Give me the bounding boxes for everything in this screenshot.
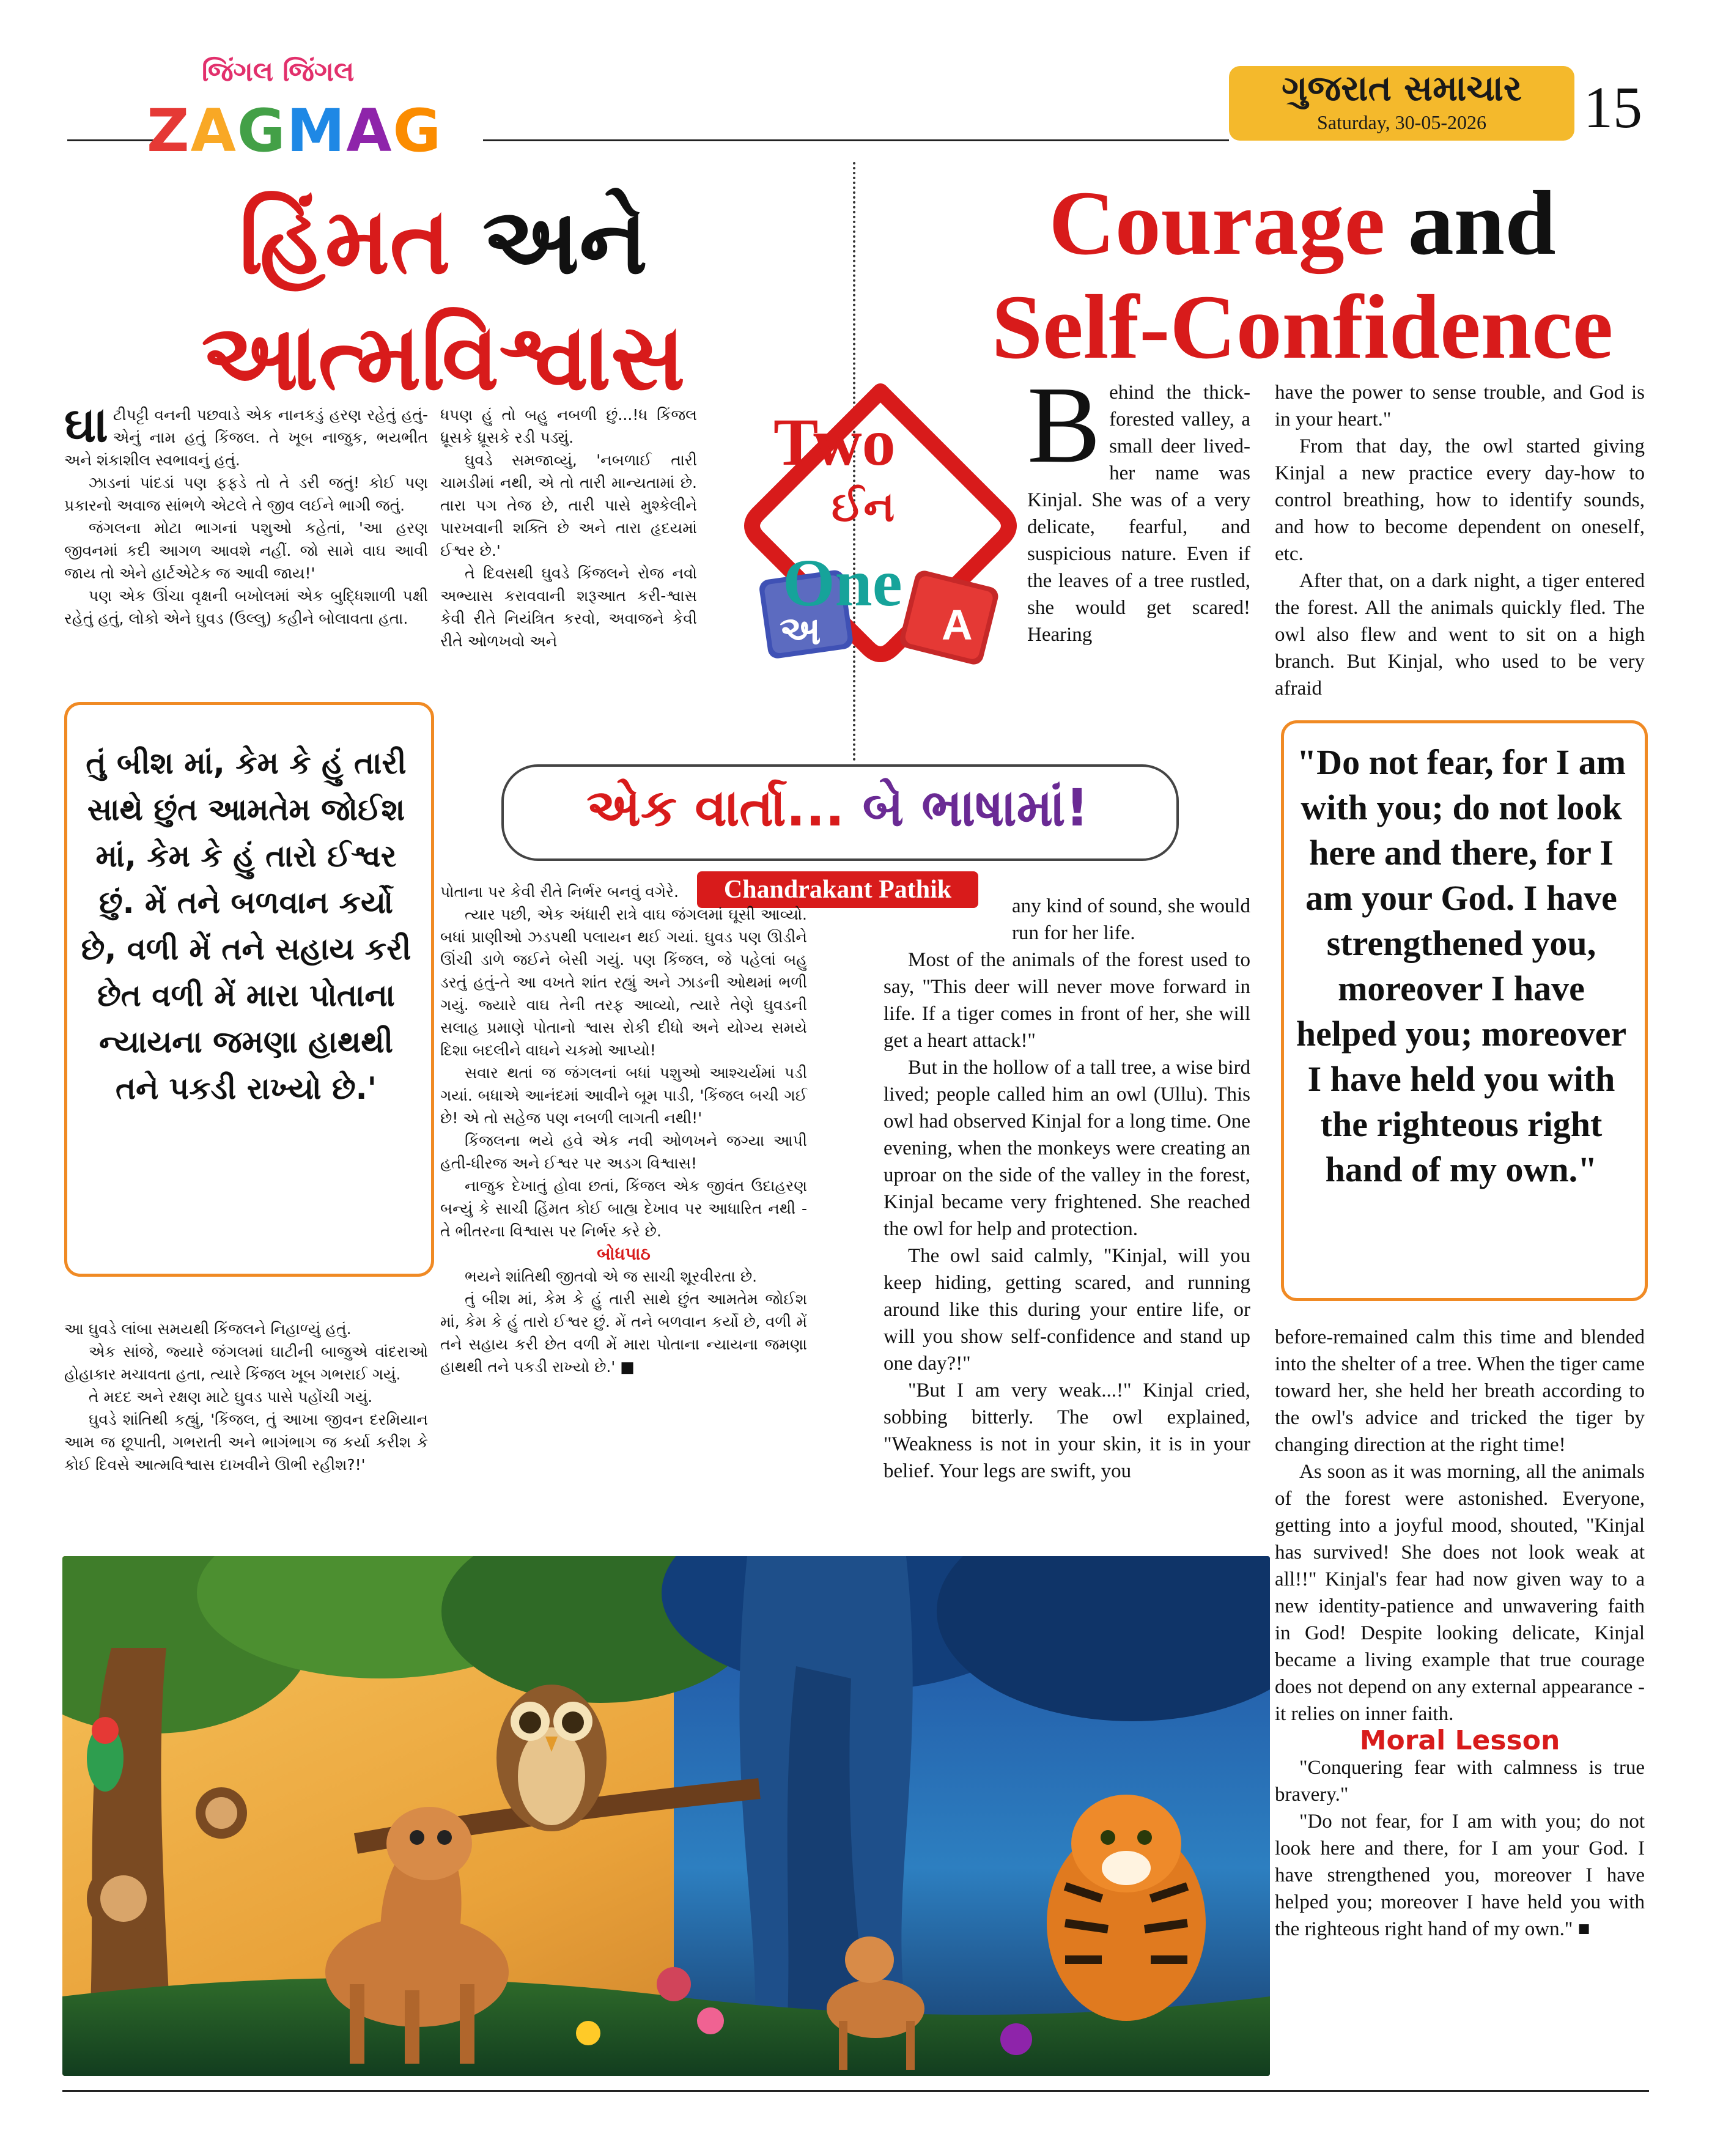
gu-para: ત્યાર પછી, એક અંધારી રાત્રે વાઘ જંગલમાં ઘૂસી આવ્યો. બધાં પ્રાણીઓ ઝડપથી પલાયન થઈ ગયાં. ઘુવડ પણ ઊડીને ઊંચી ડાળે જઈને બેસી ગયું. પણ કિંજલ, જે પહેલાં બહુ ડરતું હતું-તે આ વખતે શાંત રહ્યું અને ઝાડની ઓથમાં ભળી ગયું. જ્યારે વાઘ તેની તરફ આવ્યો, ત્યારે તેણે ઘુવડની સલાહ પ્રમાણે પોતાનો શ્વાસ રોકી દીધો અને યોગ્ય સમયે દિશા બદલીને વાઘને ચકમો આપ્યો! — [440, 906, 807, 1059]
logo-two: Two — [773, 405, 896, 479]
en-moral-heading: Moral Lesson — [1359, 1725, 1560, 1756]
gu-para: સવાર થતાં જ જંગલનાં બધાં પશુઓ આશ્ચર્યમાં પડી ગયાં. બધાએ આનંદમાં આવીને બૂમ પાડી, 'કિંજલ બચી ગઈ છે! એ તો સહેજ પણ નબળી લાગતી નથી!' — [440, 1064, 807, 1127]
en-para: Most of the animals of the forest used to say, "This deer will never move forward in life. If a tiger comes in front of her, she will get a heart attack!" — [884, 949, 1250, 1052]
en-moral-para: "Conquering fear with calmness is true bravery." — [1275, 1757, 1645, 1806]
footer-rule — [62, 2090, 1649, 2092]
gu-column-2-lower — [440, 880, 807, 1378]
gu-para: ઘુવડે શાંતિથી કહ્યું, 'કિંજલ, તું આખા જીવન દરમિયાન આમ જ છૂપાતી, ગભરાતી અને ભાગંભાગ જ કર્યા કરીશ કે કોઈ દિવસે આત્મવિશ્વાસ દાખવીને ઊભી રહીશ?!' — [64, 1411, 428, 1474]
banner-part1: એક વાર્તા... — [586, 778, 845, 838]
banner-part2: બે ભાષામાં! — [862, 778, 1089, 838]
title-gu-line2: આત્મવિશ્વાસ — [201, 305, 685, 411]
en-para: But in the hollow of a tall tree, a wise bird lived; people called him an owl (Ullu). This owl had observed Kinjal for a long time. One evening, when the monkeys were creating an uproar on the side of the valley in the forest, Kinjal became very frightened. She reached the owl for help and protection. — [884, 1057, 1250, 1240]
gu-column-1 — [64, 396, 428, 630]
en-para: ehind the thick-forested valley, a small deer lived-her name was Kinjal. She was of a very delicate, fearful, and suspicious nature. Even if the leaves of a tree rustled, she would get scared! Hearing — [1027, 382, 1250, 646]
gu-para: ધપણ હું તો બહુ નબળી છું...!ધ કિંજલ ધ્રૂસકે ધ્રૂસકે રડી પડ્યું. — [440, 406, 697, 446]
gu-para: પણ એક ઊંચા વૃક્ષની બખોલમાં એક બુદ્ધિશાળી પક્ષી રહેતું હતું, લોકો એને ઘુવડ (ઉલ્લુ) કહીને બોલાવતા હતા. — [64, 587, 428, 627]
title-gujarati — [67, 183, 819, 416]
gu-para: એક સાંજે, જ્યારે જંગલમાં ઘાટીની બાજુએ વાંદરાઓ હોહાકાર મચાવતા હતા, ત્યારે કિંજલ ખૂબ ગભરાઈ ગયું. — [64, 1343, 428, 1383]
en-moral-para: "Do not fear, for I am with you; do not look here and there, for I am your God. I have strengthened you, moreover I have helped you; moreover I have held you with the righteous right hand of my own." ■ — [1275, 1811, 1645, 1940]
en-column-1 — [1027, 364, 1250, 648]
gu-para: ઝાડનાં પાંદડાં પણ ફફડે તો તે ડરી જતું! કોઈ પણ પ્રકારનો અવાજ સાંભળે એટલે તે જીવ લઈને ભાગી જતું. — [64, 474, 428, 514]
gu-para: ટીપટ્ટી વનની પછવાડે એક નાનકડું હરણ રહેતું હતું-એનું નામ હતું કિંજલ. તે ખૂબ નાજુક, ભયભીત અને શંકાશીલ સ્વભાવનું હતું. — [64, 406, 428, 469]
logo-one: One — [783, 545, 902, 620]
en-para: As soon as it was morning, all the animals of the forest were astonished. Everyone, getting into a joyful mood, shouted, "Kinjal has survived! She does not look weak at all!!" Kinjal's fear had now given way to a new identity-patience and unwavering faith in God! Despite looking delicate, Kinjal became a living example that true courage does not depend on any external appearance - it relies on inner faith. — [1275, 1461, 1645, 1725]
en-para: before-remained calm this time and blended into the shelter of a tree. When the tiger came toward her, she held her breath according to the owl's advice and tricked the tiger by changing direction at the right time! — [1275, 1326, 1645, 1456]
header-rule-right — [483, 139, 1229, 141]
en-column-right-lower — [1275, 1324, 1645, 1943]
gu-para: જંગલના મોટા ભાગનાં પશુઓ કહેતાં, 'આ હરણ જીવનમાં કદી આગળ આવશે નહીં. જો સામે વાઘ આવી જાય તો એને હાર્ટએટેક જ આવી જાય!' — [64, 519, 428, 582]
gu-dropcap: ઘા — [64, 396, 108, 453]
logo-block-gu: અ — [780, 608, 821, 654]
gu-para: તે મદદ અને રક્ષણ માટે ઘુવડ પાસે પહોંચી ગયું. — [89, 1388, 373, 1406]
issue-date: Saturday, 30-05-2026 — [1317, 111, 1486, 133]
newspaper-name: ગુજરાત સમાચાર — [1282, 67, 1522, 109]
gu-para: આ ઘુવડે લાંબા સમયથી કિંજલને નિહાળ્યું હતું. — [64, 1320, 352, 1338]
gu-moral-para: ભયને શાંતિથી જીતવો એ જ સાચી શૂરવીરતા છે. — [465, 1268, 758, 1285]
en-para: After that, on a dark night, a tiger entered the forest. All the animals quickly fled. The owl also flew and went to sit on a high branch. But Kinjal, who used to be very afraid — [1275, 570, 1645, 700]
author-badge: Chandrakant Pathik — [697, 871, 978, 908]
title-en-line2: Self-Confidence — [991, 276, 1614, 378]
logo-in: ઈન — [832, 483, 895, 531]
en-para: "But I am very weak...!" Kinjal cried, sobbing bitterly. The owl explained, "Weakness is not in your skin, it is in your belief. Your legs are swift, you — [884, 1379, 1250, 1482]
gu-moral-heading: બોધપાઠ — [597, 1244, 651, 1264]
title-en-word2: and — [1408, 172, 1556, 274]
en-para: The owl said calmly, "Kinjal, will you keep hiding, getting scared, and running around like this during your entire life, or will you show self-confidence and stand up one day?!" — [884, 1245, 1250, 1375]
en-quote-text: "Do not fear, for I am with you; do not look here and there, for I am your God. I have strengthened you, moreover I have helped you; moreover I have held you with the righteous right hand of my own." — [1296, 742, 1627, 1189]
gu-moral-para: તું બીશ માં, કેમ કે હું તારી સાથે છુંત આમતેમ જોઈશ માં, કેમ કે હું તારો ઈશ્વર છું. મેં તને બળવાન કર્યો છે, વળી મેં તને સહાય કરી છેત વળી મેં મારા પોતાના ન્યાયના જમણા હાથથી તને પકડી રાખ્યો છે.' ■ — [440, 1290, 807, 1376]
en-para: From that day, the owl started giving Kinjal a new practice every day-how to control breathing, how to identify sounds, and how to become dependent on oneself, etc. — [1275, 435, 1645, 565]
en-column-middle — [884, 893, 1250, 1485]
en-para: any kind of sound, she would run for her life. — [1012, 895, 1250, 944]
gu-quote-text: તું બીશ માં, કેમ કે હું તારી સાથે છુંત આમતેમ જોઈશ માં, કેમ કે હું તારો ઈશ્વર છું. મેં તને બળવાન કર્યો છે, વળી મેં તને સહાય કરી છેત વળી મેં મારા પોતાના ન્યાયના જમણા હાથથી તને પકડી રાખ્યો છે.' — [81, 745, 411, 1106]
gu-column-1-lower — [64, 1318, 428, 1476]
logo-block-en: A — [942, 601, 973, 649]
gu-para: કિંજલના ભયે હવે એક નવી ઓળખને જગ્યા આપી હતી-ધીરજ અને ઈશ્વર પર અડગ વિશ્વાસ! — [440, 1132, 807, 1172]
header-rule-left — [67, 139, 159, 141]
title-english — [935, 171, 1669, 379]
brand-gujarati: જિંગલ જિંગલ — [202, 56, 355, 87]
gu-para: પોતાના પર કેવી રીતે નિર્ભર બનવું વગેરે. — [440, 883, 679, 901]
en-dropcap: B — [1027, 364, 1101, 485]
forest-illustration — [62, 1556, 1270, 2076]
title-gu-word1: હિંમત — [238, 188, 451, 295]
story-banner-text — [501, 778, 1174, 838]
title-gu-word2: અને — [482, 188, 648, 295]
en-column-2 — [1275, 379, 1645, 702]
title-en-word1: Courage — [1049, 172, 1385, 274]
page-number: 15 — [1584, 75, 1642, 140]
brand-logo: ZAGMAG — [147, 97, 443, 165]
gu-para: ઘુવડે સમજાવ્યું, 'નબળાઈ તારી ચામડીમાં નથી, એ તો તારી માન્યતામાં છે. તારા પગ તેજ છે, તારી પાસે મુશ્કેલીને પારખવાની શક્તિ છે અને તારા હૃદયમાં ઈશ્વર છે.' — [440, 451, 697, 559]
en-para: have the power to sense trouble, and God is in your heart." — [1275, 382, 1645, 430]
gu-column-2 — [440, 404, 697, 652]
gu-para: નાજુક દેખાતું હોવા છતાં, કિંજલ એક જીવંત ઉદાહરણ બન્યું કે સાચી હિંમત કોઈ બાહ્ય દેખાવ પર આધારિત નથી - તે ભીતરના વિશ્વાસ પર નિર્ભર કરે છે. — [440, 1177, 807, 1240]
gu-para: તે દિવસથી ઘુવડે કિંજલને રોજ નવો અભ્યાસ કરાવવાની શરૂઆત કરી-શ્વાસ કેવી રીતે નિયંત્રિત કરવો, અવાજને કેવી રીતે ઓળખવો અને — [440, 564, 697, 650]
